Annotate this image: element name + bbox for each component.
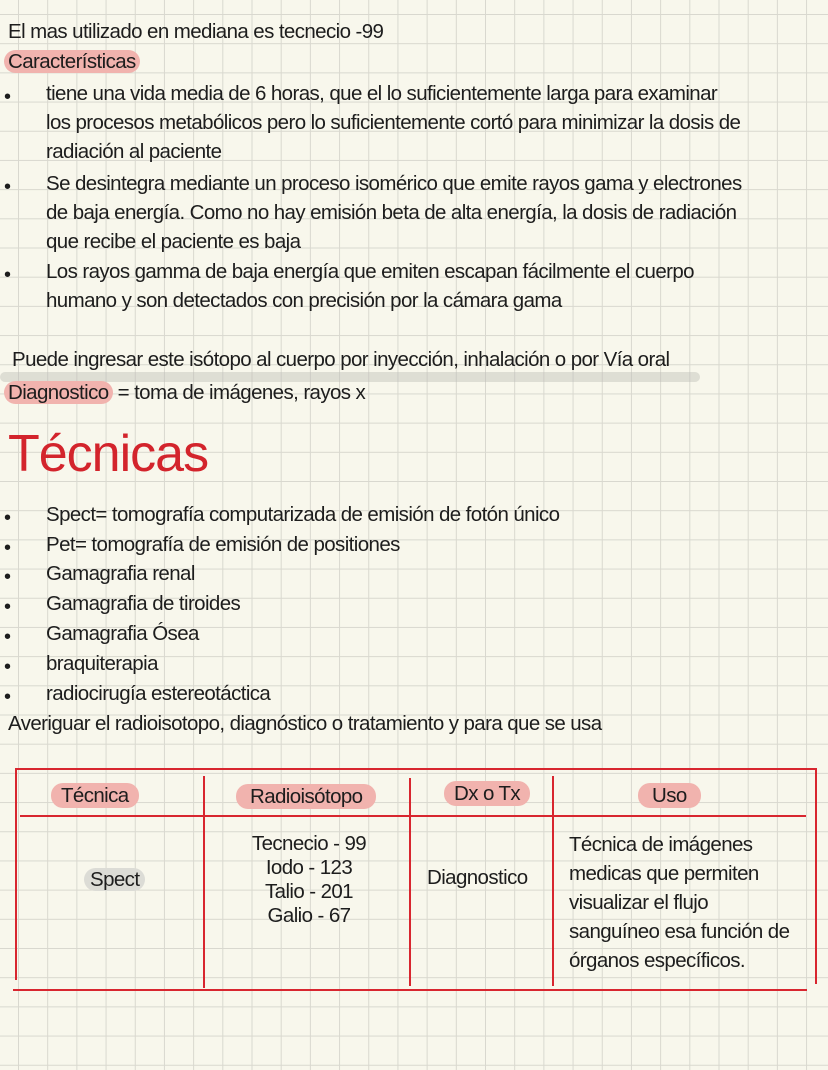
ingreso-line: Puede ingresar este isótopo al cuerpo por inyección, inhalación o por Vía oral xyxy=(12,348,670,371)
table-col-divider xyxy=(203,776,205,988)
list-item: Gamagrafia renal xyxy=(46,562,195,585)
caracteristicas-heading xyxy=(8,50,140,74)
table-top-border xyxy=(15,768,817,770)
list-item-line: Los rayos gamma de baja energía que emiten escapan fácilmente el cuerpo xyxy=(46,260,694,283)
diagnostico-definition: = toma de imágenes, rayos x xyxy=(112,381,366,404)
list-item: braquiterapia xyxy=(46,652,158,675)
table-cell-tecnica: Spect xyxy=(90,868,145,892)
list-item-line: radiación al paciente xyxy=(46,140,222,163)
bullet-icon: • xyxy=(4,596,12,618)
task-line: Averiguar el radioisotopo, diagnóstico o tratamiento y para que se usa xyxy=(8,712,602,735)
table-header-tecnica: Técnica xyxy=(55,784,139,808)
bullet-icon: • xyxy=(4,626,12,648)
intro-line: El mas utilizado en mediana es tecnecio -99 xyxy=(8,20,384,43)
bullet-icon: • xyxy=(4,656,12,678)
bullet-icon: • xyxy=(4,537,12,559)
bullet-icon: • xyxy=(4,686,12,708)
table-cell-uso: Técnica de imágenes medicas que permiten visualizar el flujo sanguíneo esa función de órganos específicos. xyxy=(569,833,790,972)
heading-highlight: Características xyxy=(4,50,140,73)
list-item-line: que recibe el paciente es baja xyxy=(46,230,301,253)
table-header-dx-tx: Dx o Tx xyxy=(448,782,530,806)
list-item-line: Se desintegra mediante un proceso isomérico que emite rayos gama y electrones xyxy=(46,172,742,195)
list-item-line: los procesos metabólicos pero lo suficientemente cortó para minimizar la dosis de xyxy=(46,111,741,134)
bullet-icon: • xyxy=(4,566,12,588)
diagnostico-line xyxy=(8,381,365,405)
bullet-icon: • xyxy=(4,86,12,108)
table-left-border xyxy=(15,770,17,980)
diagnostico-term: Diagnostico xyxy=(4,381,113,404)
bullet-icon: • xyxy=(4,176,12,198)
table-header-divider xyxy=(20,815,806,817)
list-item: Gamagrafia Ósea xyxy=(46,622,199,645)
tecnicas-title: Técnicas xyxy=(8,425,209,483)
table-col-divider xyxy=(552,776,554,986)
bullet-icon: • xyxy=(4,264,12,286)
table-cell-dx-tx: Diagnostico xyxy=(427,866,528,889)
list-item-line: humano y son detectados con precisión por la cámara gama xyxy=(46,289,562,312)
table-col-divider xyxy=(409,778,411,986)
list-item: Spect= tomografía computarizada de emisión de fotón único xyxy=(46,503,560,526)
table-header-uso: Uso xyxy=(642,784,701,808)
table-bottom-border xyxy=(13,989,807,991)
list-item-line: de baja energía. Como no hay emisión beta de alta energía, la dosis de radiación xyxy=(46,201,737,224)
list-item: Pet= tomografía de emisión de positiones xyxy=(46,533,400,556)
bullet-icon: • xyxy=(4,507,12,529)
table-right-border xyxy=(815,768,817,984)
table-cell-radioisotopos: Tecnecio - 99 Iodo - 123 Talio - 201 Galio - 67 xyxy=(251,832,367,927)
table-header-radioisotopo: Radioisótopo xyxy=(240,785,376,809)
list-item: radiocirugía estereotáctica xyxy=(46,682,271,705)
list-item: Gamagrafia de tiroides xyxy=(46,592,241,615)
list-item-line: tiene una vida media de 6 horas, que el lo suficientemente larga para examinar xyxy=(46,82,718,105)
